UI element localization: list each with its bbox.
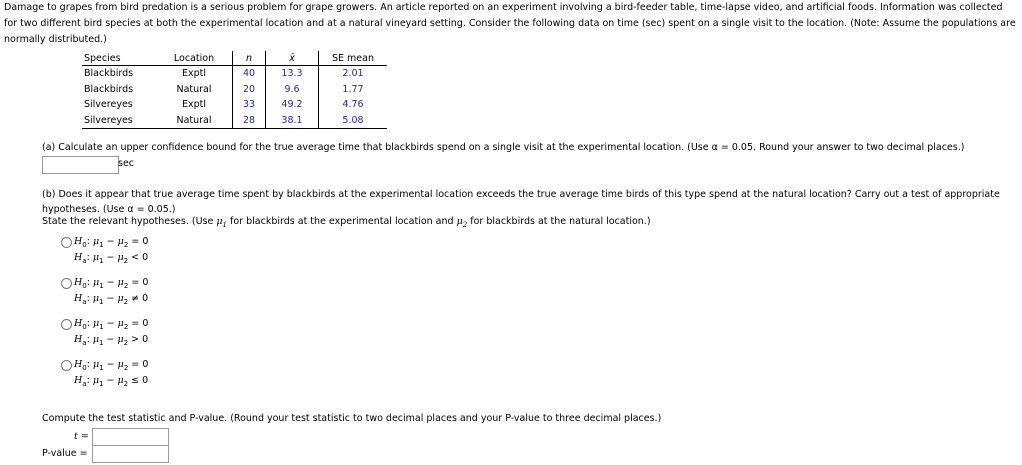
null-hypothesis: $H_0$: $\mu_1 - \mu_2 = 0$ [74, 359, 149, 372]
data-table [82, 51, 387, 129]
cell-xbar: 13.3 [266, 66, 319, 82]
table-row [82, 82, 387, 98]
alt-hypothesis: $H_a$: $\mu_1 - \mu_2 \le 0$ [74, 375, 149, 388]
h0-relation: = 0 [131, 318, 149, 329]
cell-se: 5.08 [319, 113, 388, 129]
compute-prompt: Compute the test statistic and P-value. (Round your test statistic to two decimal places and your P-value to three decimal places.) [42, 413, 662, 424]
p-value-label: P-value = [42, 448, 88, 459]
mu1-symbol: $\mu_1$ [216, 216, 228, 229]
part-a-question: (a) Calculate an upper confidence bound for the true average time that blackbirds spend on a single visit at the experimental location. (Use α = 0.05. Round your answer to two decimal places.) [42, 142, 965, 153]
radio-button[interactable] [61, 360, 72, 371]
hypotheses-prompt-part2: for blackbirds at the experimental location and [227, 216, 457, 227]
ha-relation: ≤ 0 [131, 375, 149, 386]
cell-n: 28 [233, 113, 266, 129]
header-n: n [233, 51, 266, 66]
cell-n: 20 [233, 82, 266, 98]
cell-species: Silvereyes [84, 99, 133, 111]
header-location: Location [156, 51, 233, 66]
problem-intro: Damage to grapes from bird predation is a serious problem for grape growers. An article reported on an experiment involving a bird-feeder table, time-lapse video, and artificial foods. Information was collected for two different bird species at both the experimental location and at a natural vineyard setting. Consider the following data on time (sec) spent on a single visit to the location. (Note: Assume the populations are normally distributed.) [4, 2, 1016, 45]
cell-location: Exptl [181, 68, 207, 80]
table-row [82, 113, 387, 129]
cell-location: Exptl [181, 99, 207, 111]
cell-se: 1.77 [319, 82, 388, 98]
ha-relation: < 0 [131, 252, 149, 263]
table-row [82, 97, 387, 113]
radio-button[interactable] [61, 319, 72, 330]
h0-relation: = 0 [131, 277, 149, 288]
cell-xbar: 38.1 [266, 113, 319, 129]
cell-n: 40 [233, 66, 266, 82]
part-a-unit: sec [118, 158, 135, 169]
header-se-mean: SE mean [319, 51, 388, 66]
alt-hypothesis: $H_a$: $\mu_1 - \mu_2 < 0$ [74, 252, 149, 265]
h0-relation: = 0 [131, 236, 149, 247]
hypotheses-prompt-part3: for blackbirds at the natural location.) [467, 216, 651, 227]
t-label: t = [74, 431, 89, 442]
cell-species: Silvereyes [82, 113, 156, 129]
cell-location: Natural [156, 113, 233, 129]
null-hypothesis: $H_0$: $\mu_1 - \mu_2 = 0$ [74, 277, 149, 290]
null-hypothesis: $H_0$: $\mu_1 - \mu_2 = 0$ [74, 318, 149, 331]
alt-hypothesis: $H_a$: $\mu_1 - \mu_2 > 0$ [74, 334, 149, 347]
ha-relation: > 0 [131, 334, 149, 345]
part-a-answer-input[interactable] [42, 156, 119, 174]
table-row [82, 66, 387, 82]
hypotheses-prompt [42, 216, 651, 229]
cell-xbar: 9.6 [266, 82, 319, 98]
header-species: Species [82, 51, 156, 66]
header-xbar: x̄ [266, 51, 319, 66]
cell-se: 2.01 [319, 66, 388, 82]
cell-n: 33 [233, 97, 266, 113]
cell-xbar: 49.2 [266, 97, 319, 113]
cell-species: Blackbirds [84, 68, 134, 80]
cell-se: 4.76 [319, 97, 388, 113]
t-statistic-input[interactable] [92, 428, 169, 446]
radio-button[interactable] [61, 278, 72, 289]
p-value-input[interactable] [92, 445, 169, 463]
table-header-row [82, 51, 387, 66]
hypotheses-prompt-part1: State the relevant hypotheses. (Use [42, 216, 217, 227]
cell-location: Natural [176, 83, 212, 95]
radio-button[interactable] [61, 237, 72, 248]
part-b-question: (b) Does it appear that true average time spent by blackbirds at the experimental location exceeds the true average time birds of this type spend at the natural location? Carry out a test of appropriate hypotheses. (Use α = 0.05.) [42, 189, 1000, 215]
null-hypothesis: $H_0$: $\mu_1 - \mu_2 = 0$ [74, 236, 149, 249]
mu2-symbol: $\mu_2$ [456, 216, 468, 229]
h0-relation: = 0 [131, 359, 149, 370]
ha-relation: ≠ 0 [131, 293, 149, 304]
cell-species: Blackbirds [84, 83, 134, 95]
alt-hypothesis: $H_a$: $\mu_1 - \mu_2 \ne 0$ [74, 293, 149, 306]
